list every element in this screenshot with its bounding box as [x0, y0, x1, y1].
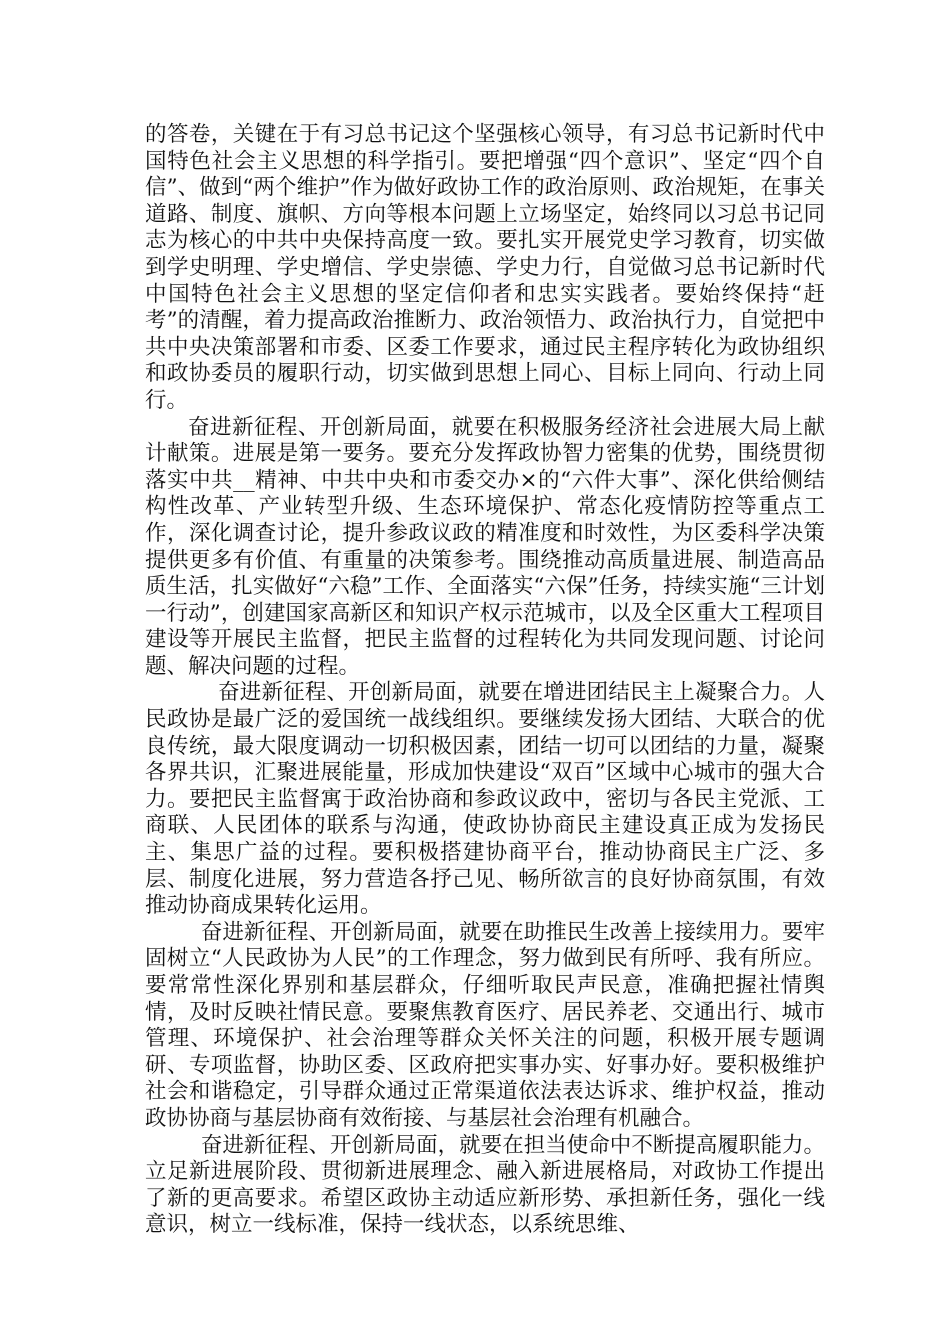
paragraph-5: 奋进新征程、开创新局面，就要在担当使命中不断提高履职能力。立足新进展阶段、贯彻新进展理念、融入新进展格局，对政协工作提出了新的更高要求。希望区政协主动适应新形势、承担新任务，强化一线意识，树立一线标准，保持一线状态，以系统思维、: [145, 1132, 825, 1238]
paragraph-1: 的答卷，关键在于有习总书记这个坚强核心领导，有习总书记新时代中国特色社会主义思想的科学指引。要把增强“四个意识”、坚定“四个自信”、做到“两个维护”作为做好政协工作的政治原则、政治规矩，在事关道路、制度、旗帜、方向等根本问题上立场坚定，始终同以习总书记同志为核心的中共中央保持高度一致。要扎实开展党史学习教育，切实做到学史明理、学史增信、学史崇德、学史力行，自觉做习总书记新时代中国特色社会主义思想的坚定信仰者和忠实实践者。要始终保持“赶考”的清醒，着力提高政治推断力、政治领悟力、政治执行力，自觉把中共中央决策部署和市委、区委工作要求，通过民主程序转化为政协组织和政协委员的履职行动，切实做到思想上同心、目标上同向、行动上同行。: [145, 122, 825, 413]
document-body: [145, 122, 825, 1239]
paragraph-3: 奋进新征程、开创新局面，就要在增进团结民主上凝聚合力。人民政协是最广泛的爱国统一战线组织。要继续发扬大团结、大联合的优良传统，最大限度调动一切积极因素，团结一切可以团结的力量，凝聚各界共识，汇聚进展能量，形成加快建设“双百”区域中心城市的强大合力。要把民主监督寓于政治协商和参政议政中，密切与各民主党派、工商联、人民团体的联系与沟通，使政协协商民主建设真正成为发扬民主、集思广益的过程。要积极搭建协商平台，推动协商民主广泛、多层、制度化进展，努力营造各抒己见、畅所欲言的良好协商氛围，有效推动协商成果转化运用。: [145, 680, 825, 919]
paragraph-4: 奋进新征程、开创新局面，就要在助推民生改善上接续用力。要牢固树立“人民政协为人民”的工作理念，努力做到民有所呼、我有所应。要常常性深化界别和基层群众，仔细听取民声民意，准确把握社情舆情，及时反映社情民意。要聚焦教育医疗、居民养老、交通出行、城市管理、环境保护、社会治理等群众关怀关注的问题，积极开展专题调研、专项监督，协助区委、区政府把实事办实、好事办好。要积极维护社会和谐稳定，引导群众通过正常渠道依法表达诉求、维护权益，推动政协协商与基层协商有效衔接、与基层社会治理有机融合。: [145, 919, 825, 1131]
paragraph-2: 奋进新征程、开创新局面，就要在积极服务经济社会进展大局上献计献策。进展是第一要务。要充分发挥政协智力密集的优势，围绕贯彻落实中共__精神、中共中央和市委交办×的“六件大事”、深化供给侧结构性改革、产业转型升级、生态环境保护、常态化疫情防控等重点工作，深化调查讨论，提升参政议政的精准度和时效性，为区委科学决策提供更多有价值、有重量的决策参考。围绕推动高质量进展、制造高品质生活，扎实做好“六稳”工作、全面落实“六保”任务，持续实施“三计划一行动”，创建国家高新区和知识产权示范城市，以及全区重大工程项目建设等开展民主监督，把民主监督的过程转化为共同发现问题、讨论问题、解决问题的过程。: [145, 414, 825, 679]
